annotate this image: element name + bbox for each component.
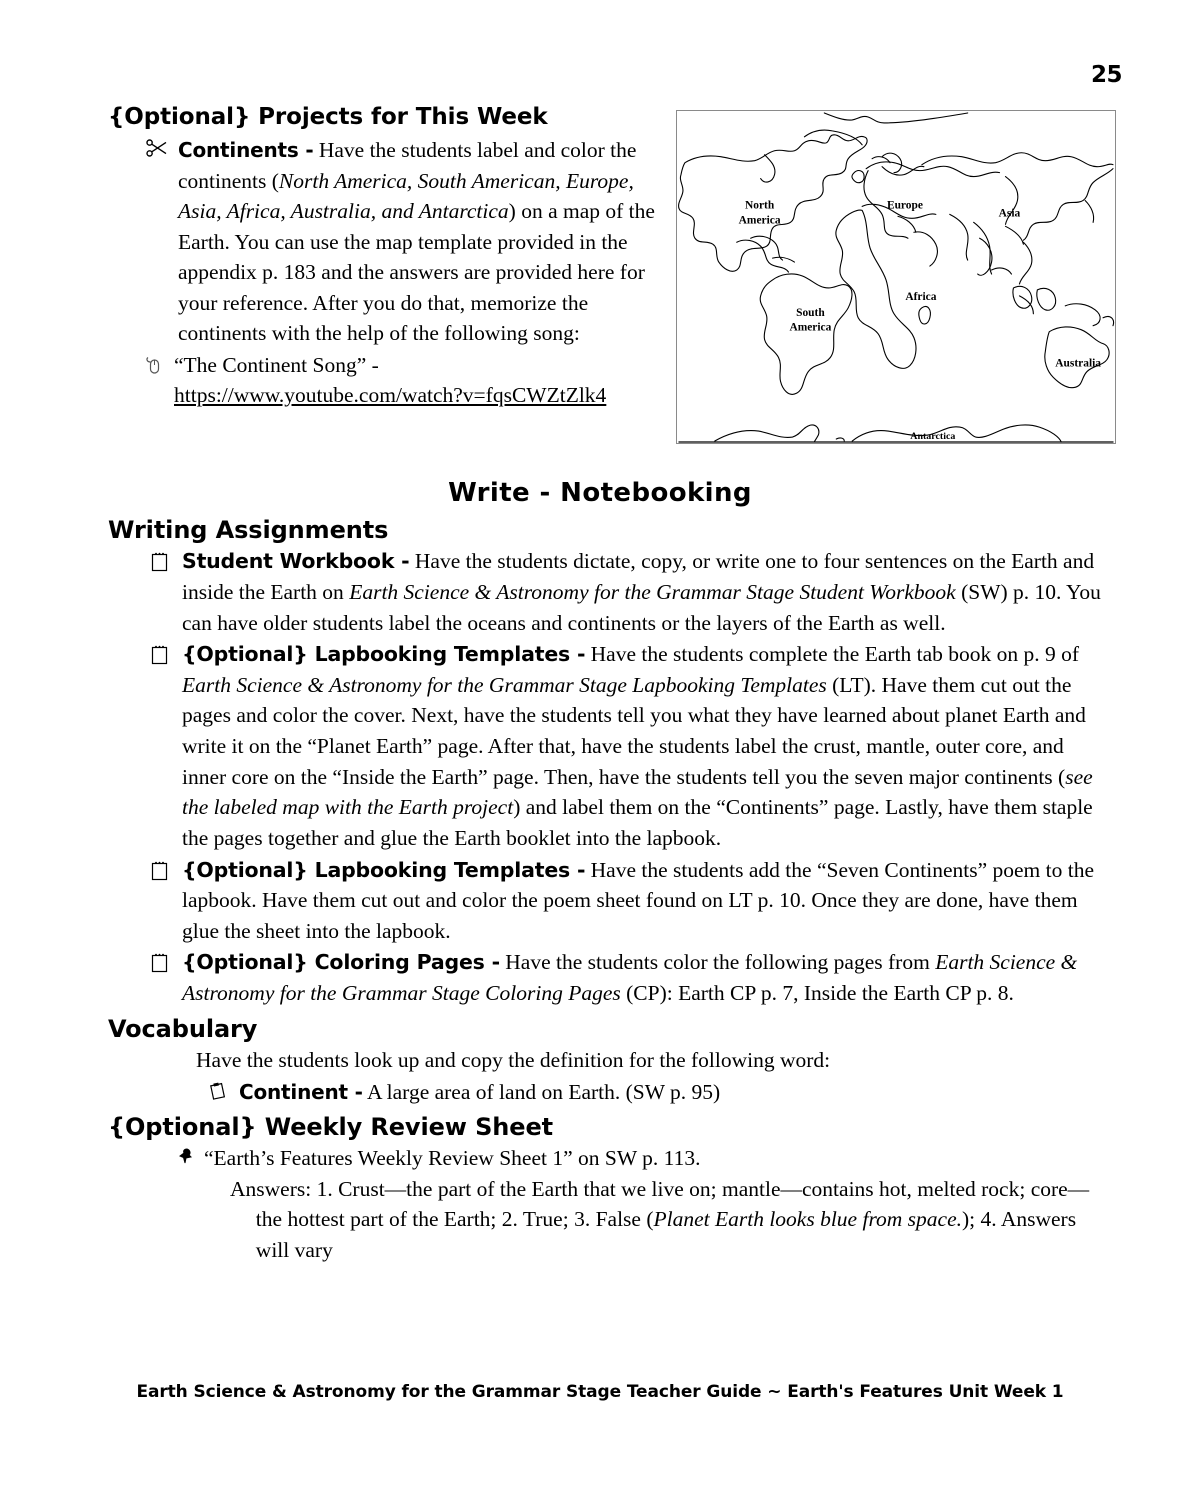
writing-item <box>150 546 1108 638</box>
map-label-antarctica: Antarctica <box>910 431 956 443</box>
writing-item-italic-2: see the labeled map with the Earth project <box>182 764 1093 820</box>
map-label-north-america-line1: North <box>745 199 775 212</box>
writing-item <box>150 947 1108 1008</box>
song-prefix: “The Continent Song” - <box>174 352 379 377</box>
writing-assignments-heading: Writing Assignments <box>108 516 389 544</box>
continents-text-1: Have the students label and color the continents ( <box>178 138 637 193</box>
writing-item-label: {Optional} Lapbooking Templates - <box>182 857 586 882</box>
writing-item-text-2: (CP): Earth CP p. 7, Inside the Earth CP p. 8. <box>620 981 1014 1006</box>
weekly-review-item <box>178 1143 1108 1174</box>
continents-text-2: ) on a map of the Earth. You can use the map template provided in the appendix p. 183 and the answers are provided here for your reference. After you do that, memorize the continents with the help of the following song: <box>178 199 655 346</box>
writing-item <box>150 639 1108 853</box>
optional-projects-heading: {Optional} Projects for This Week <box>108 104 548 130</box>
continent-song-text <box>174 350 668 411</box>
answers-label: Answers: <box>230 1176 312 1201</box>
write-notebooking-title: Write - Notebooking <box>448 478 752 508</box>
weekly-review-answers <box>230 1174 1108 1266</box>
writing-item-text-2: (LT). Have them cut out the pages and color the cover. Next, have the students tell you what they have learned about planet Earth and write it on the “Planet Earth” page. After that, have the students label the crust, mantle, outer core, and inner core on the “Inside the Earth” page. Then, have the students tell you the seven major continents ( <box>182 672 1086 789</box>
answers-italic-1: Planet Earth looks blue from space. <box>653 1207 963 1232</box>
writing-item-italic-1: Earth Science & Astronomy for the Grammar Stage Lapbooking Templates <box>182 672 827 697</box>
scissors-icon <box>146 135 172 157</box>
vocabulary-term-item <box>208 1077 1108 1108</box>
writing-item-text <box>182 546 1108 638</box>
continents-italic-1: North America, South American, Europe, Asia, Africa, Australia, and Antarctica <box>178 168 634 224</box>
writing-item-italic-1: Earth Science & Astronomy for the Grammar Stage Student Workbook <box>349 579 956 604</box>
map-label-africa: Africa <box>905 290 937 303</box>
clipboard-icon <box>208 1077 234 1101</box>
writing-item-text-1: Have the students dictate, copy, or write one to four sentences on the Earth and inside the Earth on <box>182 549 1095 604</box>
continents-label: Continents - <box>178 138 314 163</box>
writing-item-label: {Optional} Coloring Pages - <box>182 950 500 975</box>
writing-item-text-1: Have the students complete the Earth tab book on p. 9 of <box>585 642 1080 667</box>
page-number: 25 <box>1090 62 1122 88</box>
weekly-review-text: “Earth’s Features Weekly Review Sheet 1” on SW p. 113. <box>204 1146 701 1171</box>
notepad-icon <box>150 546 178 573</box>
vocabulary-term-text <box>239 1077 1108 1108</box>
notepad-icon <box>150 947 178 974</box>
map-label-north-america-line2: America <box>738 214 781 227</box>
main-body <box>108 516 1108 1265</box>
writing-item-text-2: (SW) p. 10. You can have older students label the oceans and continents or the layers of the Earth as well. <box>182 579 1101 635</box>
writing-item-text <box>182 855 1108 947</box>
notepad-icon <box>150 639 178 666</box>
pushpin-icon <box>178 1143 200 1167</box>
writing-item <box>150 855 1108 947</box>
continents-project-text <box>178 135 668 349</box>
vocabulary-term-definition: A large area of land on Earth. (SW p. 95) <box>362 1079 721 1104</box>
writing-item-text <box>182 947 1108 1008</box>
vocabulary-term-label: Continent - <box>239 1079 363 1104</box>
map-label-south-america-line2: America <box>789 321 832 334</box>
writing-item-label: Student Workbook - <box>182 549 410 574</box>
world-map-image <box>676 110 1116 444</box>
notepad-icon <box>150 855 178 882</box>
answers-text-1: 1. Crust—the part of the Earth that we live on; mantle—contains hot, melted rock; core—the hottest part of the Earth; 2. True; 3. False ( <box>255 1176 1090 1232</box>
weekly-review-heading: {Optional} Weekly Review Sheet <box>108 1113 553 1142</box>
writing-item-italic-1: Earth Science & Astronomy for the Grammar Stage Coloring Pages <box>182 950 1078 1006</box>
writing-item-text-1: Have the students color the following pages from <box>499 950 936 975</box>
continents-project-item <box>146 135 668 349</box>
answers-text-2: ); 4. Answers will vary <box>255 1207 1077 1262</box>
computer-mouse-icon <box>144 350 168 375</box>
map-label-asia: Asia <box>998 207 1021 220</box>
optional-projects-section <box>108 104 668 411</box>
writing-item-text-1: Have the students add the “Seven Continents” poem to the lapbook. Have them cut out and color the poem sheet found on LT p. 10. Once they are done, have them glue the sheet into the lapbook. <box>182 857 1094 943</box>
map-label-australia: Australia <box>1055 357 1102 370</box>
vocabulary-intro: Have the students look up and copy the definition for the following word: <box>196 1048 831 1072</box>
map-label-europe: Europe <box>886 199 923 212</box>
writing-item-text-3: ) and label them on the “Continents” page. Lastly, have them staple the pages together and glue the Earth booklet into the lapbook. <box>182 795 1093 850</box>
world-map-svg <box>677 111 1115 443</box>
writing-item-text <box>182 639 1108 853</box>
vocabulary-heading: Vocabulary <box>108 1014 258 1043</box>
page-footer: Earth Science & Astronomy for the Grammar Stage Teacher Guide ~ Earth's Features Unit Week 1 <box>136 1382 1064 1402</box>
map-label-south-america-line1: South <box>796 306 825 319</box>
writing-item-label: {Optional} Lapbooking Templates - <box>182 642 586 667</box>
continent-song-item <box>144 350 668 411</box>
song-link[interactable]: https://www.youtube.com/watch?v=fqsCWZtZlk4 <box>174 383 607 408</box>
